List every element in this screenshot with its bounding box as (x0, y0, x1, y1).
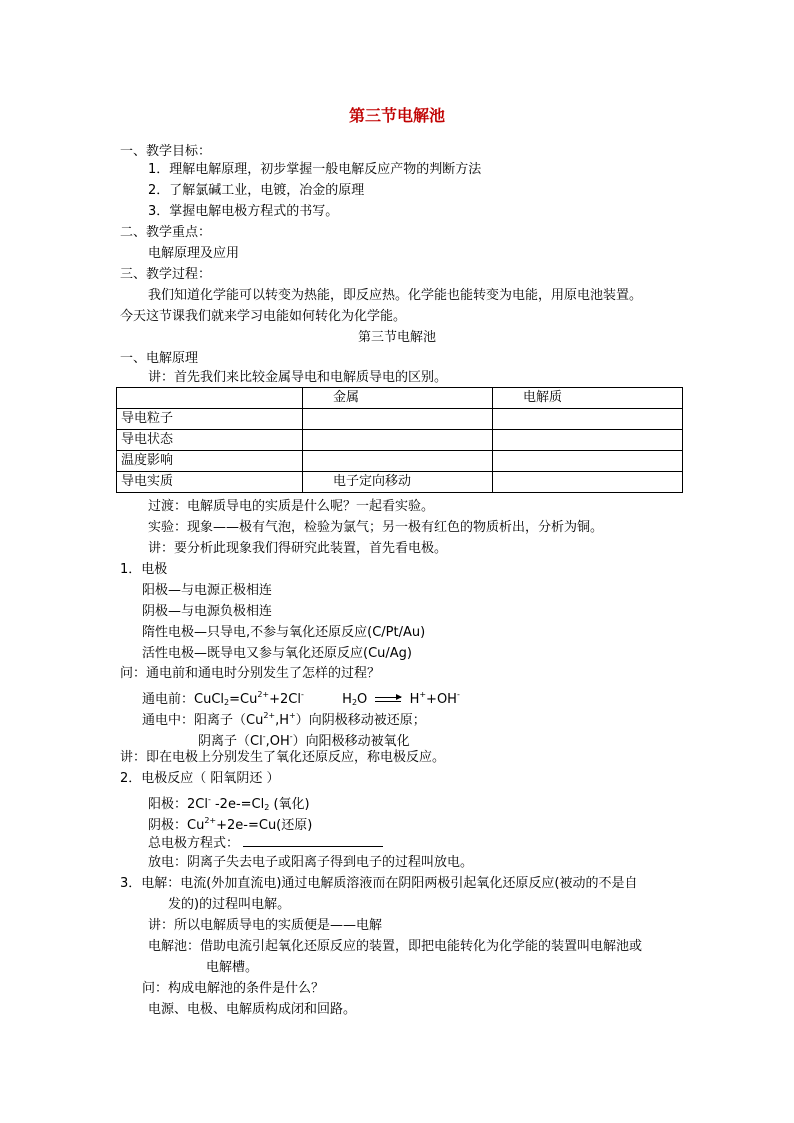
table-header-row (117, 388, 683, 409)
principle-heading: 一、电解原理 (120, 351, 199, 366)
table-cell: 温度影响 (117, 451, 303, 472)
key-points-heading: 二、教学重点： (120, 225, 212, 240)
electrolysis-definition: 3．电解：电流(外加直流电)通过电解质溶液而在阴阳两极引起氧化还原反应(被动的不是自 (120, 876, 638, 891)
table-cell: 导电状态 (117, 430, 303, 451)
principle-intro: 讲：首先我们来比较金属导电和电解质导电的区别。 (148, 370, 448, 385)
table-row (117, 472, 683, 493)
table-row (117, 430, 683, 451)
objective-item: 1．理解电解原理，初步掌握一般电解反应产物的判断方法 (148, 162, 482, 177)
objective-item: 3．掌握电解电极方程式的书写。 (148, 204, 339, 219)
intro-paragraph: 我们知道化学能可以转变为热能，即反应热。化学能也能转变为电能，用原电池装置。 (148, 288, 643, 303)
before-energizing-line: 通电前：$CuCl_2=Cu^{2+}+2Cl^-$ $H_2O$ H++OH- (142, 690, 460, 707)
answer-line: 电源、电极、电解质构成闭和回路。 (148, 1002, 357, 1017)
electrode-line: 阳极—与电源正极相连 (142, 583, 273, 598)
table-cell (493, 451, 683, 472)
table-cell (493, 409, 683, 430)
table-cell (303, 430, 493, 451)
electrolysis-definition-cont: 发的)的过程叫电解。 (168, 897, 291, 912)
table-cell: 导电实质 (117, 472, 303, 493)
table-cell: 导电粒子 (117, 409, 303, 430)
table-header-cell: 金属 (303, 388, 493, 409)
page-title: 第三节电解池 (348, 106, 445, 125)
table-cell (303, 451, 493, 472)
talk-line: 讲：要分析此现象我们得研究此装置，首先看电极。 (148, 541, 448, 556)
table-cell (303, 409, 493, 430)
key-points-content: 电解原理及应用 (148, 246, 240, 261)
table-header-cell (117, 388, 303, 409)
electrode-heading: 1．电极 (120, 562, 168, 577)
total-equation-line: 总电极方程式： (148, 834, 383, 852)
electrode-line: 阴极—与电源负极相连 (142, 604, 273, 619)
objective-item: 2．了解氯碱工业，电镀，冶金的原理 (148, 183, 365, 198)
equilibrium-arrow-icon (375, 695, 401, 705)
electrode-line: 活性电极—既导电又参与氧化还原反应(Cu/Ag) (142, 646, 412, 661)
question-line: 问：构成电解池的条件是什么？ (142, 981, 325, 996)
table-cell: 电子定向移动 (303, 472, 493, 493)
during-energizing-line: 通电中：阳离子$(Cu^{2+},H^+)$向阴极移动被还原； (142, 711, 426, 728)
section-subtitle: 第三节电解池 (357, 330, 436, 345)
before-label: 通电前： (142, 692, 195, 707)
question-line: 问：通电前和通电时分别发生了怎样的过程？ (120, 666, 381, 681)
anion-migration-line: 阴离子（Cl-,OH-）向阳极移动被氧化 (198, 732, 410, 749)
table-cell (493, 430, 683, 451)
transition-line: 过渡：电解质导电的实质是什么呢？一起看实验。 (148, 499, 435, 514)
cathode-reaction: 阴极：$Cu^{2+}+2e-=Cu$(还原) (148, 816, 313, 833)
table-row (117, 451, 683, 472)
electrolytic-cell-definition: 电解池：借助电流引起氧化还原反应的装置，即把电能转化为化学能的装置叫电解池或 (148, 939, 643, 954)
electrolytic-cell-definition-cont: 电解槽。 (206, 960, 259, 975)
table-row (117, 409, 683, 430)
reaction-heading: 2．电极反应（ 阳氧阴还 ） (120, 771, 280, 786)
electrode-line: 隋性电极—只导电,不参与氧化还原反应(C/Pt/Au) (142, 625, 426, 640)
comparison-table (116, 387, 683, 493)
anode-reaction: 阳极：2Cl- $-2e-=Cl_2$ (氧化) (148, 795, 310, 812)
table-cell (493, 472, 683, 493)
answer-blank (243, 834, 383, 847)
intro-paragraph-cont: 今天这节课我们就来学习电能如何转化为化学能。 (120, 309, 407, 324)
talk-line: 讲：即在电极上分别发生了氧化还原反应，称电极反应。 (120, 750, 446, 765)
discharge-line: 放电：阴离子失去电子或阳离子得到电子的过程叫放电。 (148, 855, 474, 870)
talk-line: 讲：所以电解质导电的实质便是——电解 (148, 918, 383, 933)
objectives-heading: 一、教学目标： (120, 144, 212, 159)
process-heading: 三、教学过程： (120, 267, 212, 282)
table-header-cell: 电解质 (493, 388, 683, 409)
experiment-line: 实验：现象——极有气泡，检验为氯气；另一极有红色的物质析出，分析为铜。 (148, 520, 604, 535)
